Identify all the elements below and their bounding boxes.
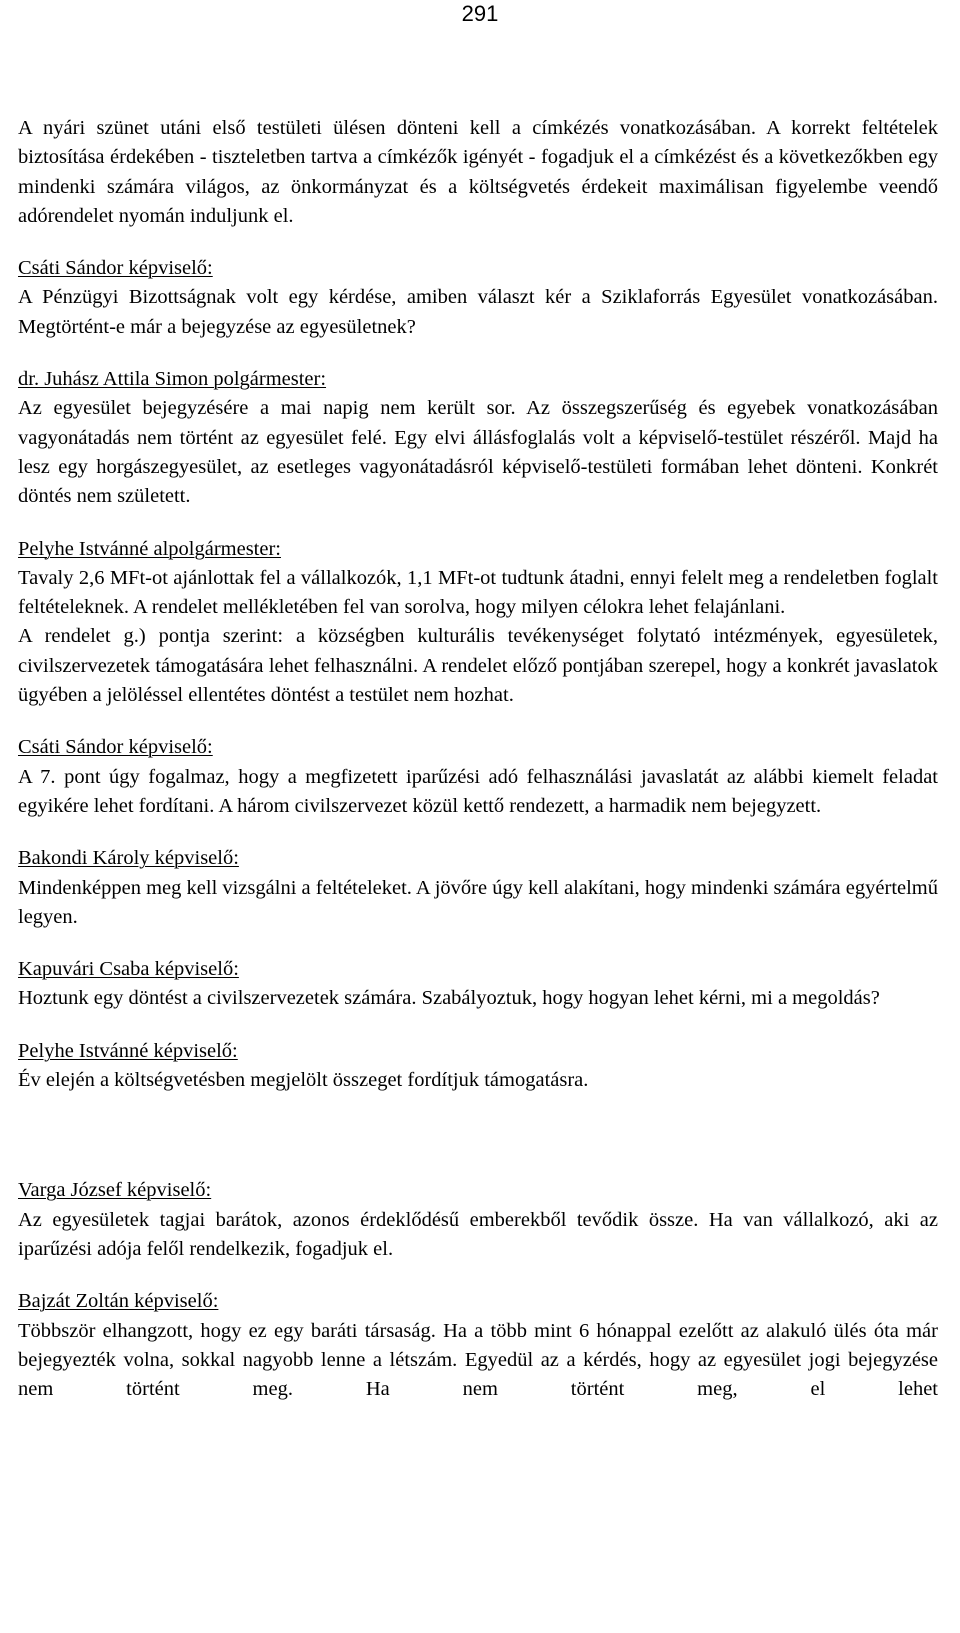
paragraph: Mindenképpen meg kell vizsgálni a feltételeket. A jövőre úgy kell alakítani, hogy mindenki számára egyértelmű legyen. bbox=[18, 876, 938, 928]
paragraph: Hoztunk egy döntést a civilszervezetek számára. Szabályoztuk, hogy hogyan lehet kérni, mi a megoldás? bbox=[18, 987, 880, 1010]
speech-section bbox=[18, 1176, 938, 1264]
paragraph: A 7. pont úgy fogalmaz, hogy a megfizetett iparűzési adó felhasználási javaslatát az alábbi kiemelt feladat egyikére lehet fordítani. A három civilszervezet közül kettő rendezett, a harmadik nem bejegyzett. bbox=[18, 765, 938, 817]
paragraph: Tavaly 2,6 MFt-ot ajánlottak fel a vállalkozók, 1,1 MFt-ot tudtunk átadni, ennyi felelt meg a rendeletben foglalt feltételeknek. A rendelet mellékletében fel van sorolva, hogy milyen célokra lehet felajánlani. bbox=[18, 566, 938, 619]
speaker-label: Bakondi Károly képviselő: bbox=[18, 847, 239, 870]
speaker-label: Varga József képviselő: bbox=[18, 1179, 212, 1202]
speech-section bbox=[18, 254, 938, 342]
intro-section bbox=[18, 114, 938, 231]
speech-section bbox=[18, 733, 938, 821]
paragraph: Az egyesület bejegyzésére a mai napig nem került sor. Az összegszerűség és egyebek vonatkozásában vagyonátadás nem történt az egyesület felé. Egy elvi állásfoglalás volt a képviselő-testület részéről. Majd ha lesz egy horgászegyesület, az esetleges vagyonátadásról képviselő-testületi formában lehet dönteni. Konkrét döntés nem született. bbox=[18, 397, 938, 508]
speech-section bbox=[18, 365, 938, 511]
paragraph: A nyári szünet utáni első testületi ülésen dönteni kell a címkézés vonatkozásában. A korrekt feltételek biztosítása érdekében - tiszteletben tartva a címkézők igényét - fogadjuk el a címkézést és a következőkben egy mindenki számára világos, az önkormányzat és a költségvetés érdekeit maximálisan figyelembe veendő adórendelet nyomán induljunk el. bbox=[18, 117, 938, 227]
speech-section bbox=[18, 955, 938, 1014]
speech-section bbox=[18, 844, 938, 932]
speaker-label: Kapuvári Csaba képviselő: bbox=[18, 958, 239, 981]
paragraph: Az egyesületek tagjai barátok, azonos érdeklődésű emberekből tevődik össze. Ha van vállalkozó, aki az iparűzési adója felől rendelkezik, fogadjuk el. bbox=[18, 1208, 938, 1260]
document-body bbox=[18, 114, 938, 1404]
speech-section bbox=[18, 1287, 938, 1404]
speaker-label: Pelyhe Istvánné képviselő: bbox=[18, 1039, 238, 1062]
paragraph: Többször elhangzott, hogy ez egy baráti társaság. Ha a több mint 6 hónappal ezelőtt az alakuló ülés óta már bejegyezték volna, sokkal nagyobb lenne a létszám. Egyedül az a kérdés, hogy az egyesület jogi bejegyzése nem történt meg. Ha nem történt meg, el lehet bbox=[18, 1319, 938, 1401]
speech-section bbox=[18, 1037, 938, 1096]
speaker-label: Pelyhe Istvánné alpolgármester: bbox=[18, 537, 281, 560]
speaker-label: Bajzát Zoltán képviselő: bbox=[18, 1290, 219, 1313]
speech-section bbox=[18, 535, 938, 711]
speaker-label: dr. Juhász Attila Simon polgármester: bbox=[18, 368, 327, 391]
page-number: 291 bbox=[461, 1, 499, 26]
speaker-label: Csáti Sándor képviselő: bbox=[18, 257, 213, 280]
speaker-label: Csáti Sándor képviselő: bbox=[18, 736, 213, 759]
paragraph: A rendelet g.) pontja szerint: a községben kulturális tevékenységet folytató intézmények, egyesületek, civilszervezetek támogatására lehet felhasználni. A rendelet előző pontjában szerepel, hogy a konkrét javaslatok ügyében a jelöléssel ellentétes döntést a testület nem hozhat. bbox=[18, 625, 938, 707]
paragraph: Év elején a költségvetésben megjelölt összeget fordítjuk támogatásra. bbox=[18, 1069, 589, 1092]
paragraph: A Pénzügyi Bizottságnak volt egy kérdése, amiben választ kér a Sziklaforrás Egyesület vonatkozásában. Megtörtént-e már a bejegyzése az egyesületnek? bbox=[18, 286, 938, 338]
